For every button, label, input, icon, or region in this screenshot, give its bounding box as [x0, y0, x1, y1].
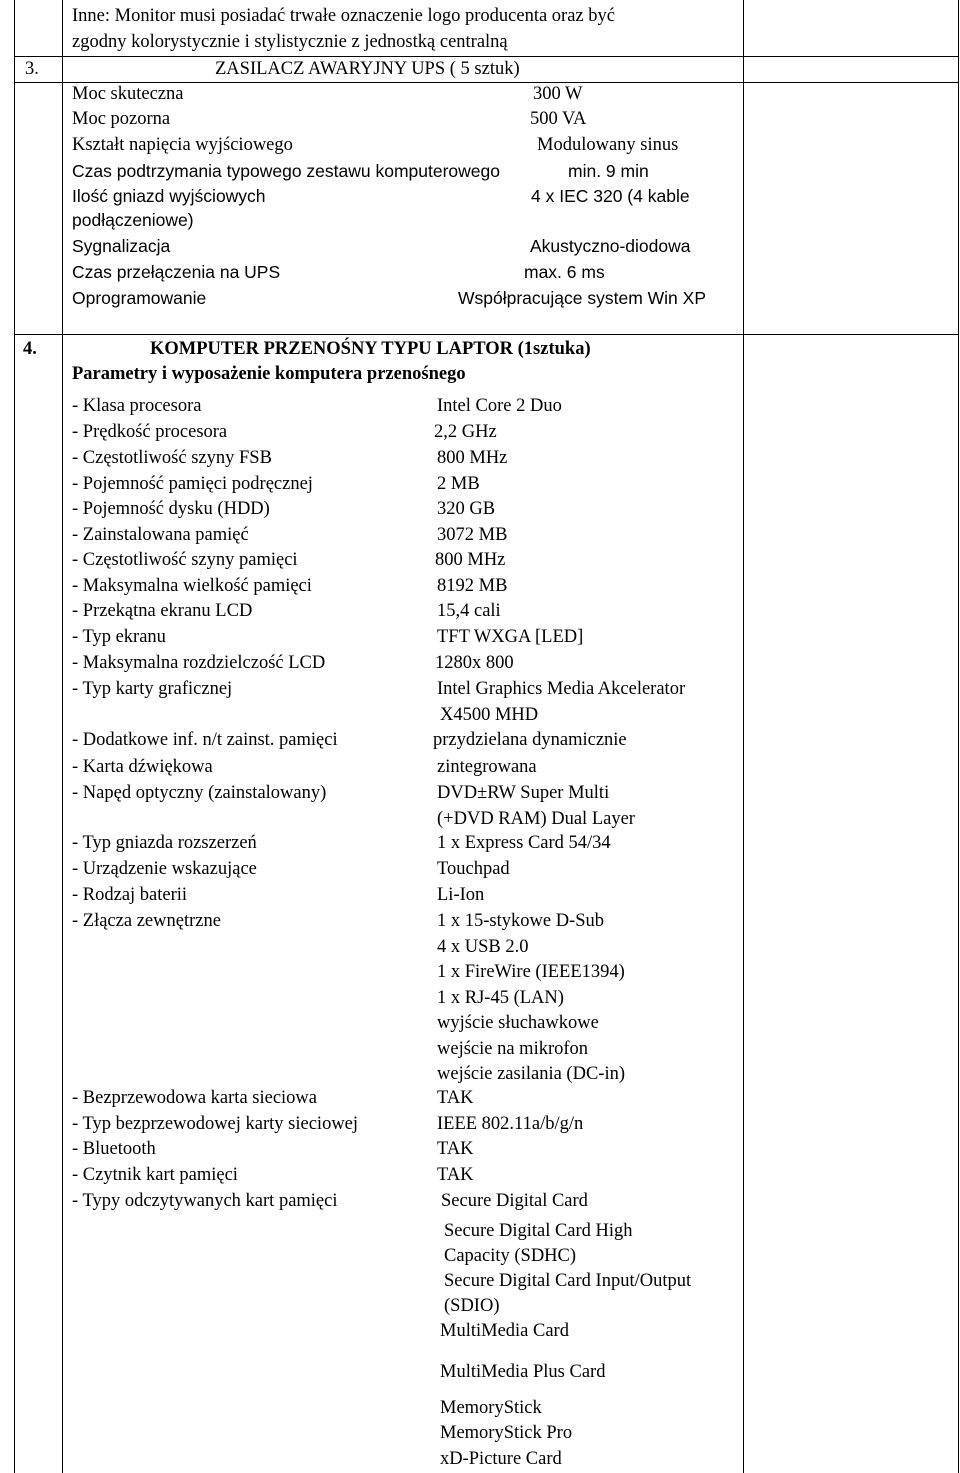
spec-value: min. 9 min — [568, 161, 649, 181]
spec-value: Li-Ion — [437, 885, 485, 905]
spec-value: wyjście słuchawkowe — [437, 1013, 599, 1033]
spec-label: Sygnalizacja — [72, 236, 171, 256]
spec-value: max. 6 ms — [524, 262, 605, 282]
spec-label: - Złącza zewnętrzne — [72, 911, 221, 931]
spec-label: - Bluetooth — [72, 1139, 156, 1159]
memory-card-type: Capacity (SDHC) — [444, 1245, 577, 1266]
spec-label: - Typ ekranu — [72, 627, 166, 647]
spec-value: TAK — [437, 1088, 474, 1108]
row-divider — [14, 56, 958, 57]
column-divider-left — [62, 0, 63, 1473]
spec-label: - Typy odczytywanych kart pamięci — [72, 1191, 338, 1211]
spec-label: Kształt napięcia wyjściowego — [72, 135, 293, 155]
spec-label: - Maksymalna rozdzielczość LCD — [72, 653, 326, 673]
spec-label: - Rodzaj baterii — [72, 885, 188, 905]
spec-value: 2 MB — [437, 474, 480, 494]
spec-value: 15,4 cali — [437, 601, 501, 621]
spec-value: Modulowany sinus — [537, 135, 679, 155]
spec-label: - Karta dźwiękowa — [72, 757, 213, 777]
intro-line: zgodny kolorystycznie i stylistycznie z jednostką centralną — [72, 32, 508, 52]
spec-value: IEEE 802.11a/b/g/n — [437, 1114, 584, 1134]
spec-label: - Pojemność pamięci podręcznej — [72, 474, 313, 494]
spec-label: Moc pozorna — [72, 109, 171, 129]
spec-label: - Czytnik kart pamięci — [72, 1165, 238, 1185]
table-left-border — [14, 0, 15, 1473]
spec-value: 3072 MB — [437, 525, 508, 545]
spec-value: TAK — [437, 1139, 474, 1159]
spec-label: - Pojemność dysku (HDD) — [72, 499, 270, 519]
spec-value: Akustyczno-diodowa — [530, 236, 691, 256]
spec-value: Intel Graphics Media Akcelerator — [437, 679, 686, 699]
section-number: 3. — [25, 59, 39, 79]
spec-label: - Napęd optyczny (zainstalowany) — [72, 783, 327, 803]
spec-value: Secure Digital Card — [441, 1191, 588, 1211]
section-title: KOMPUTER PRZENOŚNY TYPU LAPTOR (1sztuka) — [150, 339, 591, 359]
memory-card-type: Secure Digital Card Input/Output — [444, 1271, 692, 1291]
spec-label: Moc skuteczna — [72, 84, 184, 104]
spec-value: 4 x USB 2.0 — [437, 936, 529, 957]
section-title: ZASILACZ AWARYJNY UPS ( 5 sztuk) — [215, 59, 520, 79]
memory-card-type: xD-Picture Card — [440, 1449, 562, 1469]
memory-card-type: MemoryStick Pro — [440, 1423, 573, 1443]
spec-value-continued: podłączeniowe) — [72, 210, 194, 230]
table-right-border — [958, 0, 959, 1473]
spec-label: - Przekątna ekranu LCD — [72, 601, 253, 621]
spec-label: Oprogramowanie — [72, 288, 207, 308]
spec-label: - Zainstalowana pamięć — [72, 525, 249, 545]
spec-value: wejście zasilania (DC-in) — [437, 1064, 626, 1084]
spec-value: TFT WXGA [LED] — [437, 627, 584, 647]
spec-value: Współpracujące system Win XP — [458, 288, 706, 308]
spec-label: - Prędkość procesora — [72, 422, 228, 442]
spec-value: 1280x 800 — [435, 653, 514, 673]
spec-value: 1 x FireWire (IEEE1394) — [437, 962, 625, 982]
section-number: 4. — [23, 339, 37, 359]
spec-value: 800 MHz — [437, 448, 508, 468]
spec-label: - Bezprzewodowa karta sieciowa — [72, 1088, 318, 1108]
spec-value: TAK — [437, 1165, 474, 1185]
spec-label: - Dodatkowe inf. n/t zainst. pamięci — [72, 730, 338, 750]
spec-label: - Urządzenie wskazujące — [72, 859, 257, 879]
spec-value: przydzielana dynamicznie — [433, 730, 627, 750]
spec-value: DVD±RW Super Multi — [437, 783, 610, 803]
column-divider-right — [743, 0, 744, 1473]
memory-card-type: MemoryStick — [440, 1398, 542, 1418]
section-subtitle: Parametry i wyposażenie komputera przenośnego — [72, 364, 466, 384]
spec-value: 320 GB — [437, 499, 496, 519]
memory-card-type: (SDIO) — [444, 1295, 500, 1316]
spec-value: X4500 MHD — [440, 704, 539, 725]
spec-label: - Częstotliwość szyny FSB — [72, 448, 272, 468]
spec-value: zintegrowana — [437, 757, 537, 777]
spec-label: - Typ karty graficznej — [72, 679, 233, 699]
memory-card-type: MultiMedia Card — [440, 1321, 569, 1341]
spec-value: 1 x RJ-45 (LAN) — [437, 987, 564, 1008]
intro-line: Inne: Monitor musi posiadać trwałe oznaczenie logo producenta oraz być — [72, 6, 615, 26]
spec-value: wejście na mikrofon — [437, 1038, 589, 1059]
spec-value: 1 x 15-stykowe D-Sub — [437, 911, 605, 931]
spec-value: 1 x Express Card 54/34 — [437, 833, 611, 853]
spec-value: Intel Core 2 Duo — [437, 396, 562, 416]
spec-label: - Klasa procesora — [72, 396, 202, 416]
spec-label: Ilość gniazd wyjściowych — [72, 186, 266, 206]
row-divider — [14, 334, 958, 335]
spec-value: (+DVD RAM) Dual Layer — [437, 808, 635, 829]
spec-label: - Częstotliwość szyny pamięci — [72, 550, 298, 570]
spec-label: Czas przełączenia na UPS — [72, 262, 281, 282]
spec-label: - Typ gniazda rozszerzeń — [72, 833, 257, 853]
spec-value: 800 MHz — [435, 550, 506, 570]
spec-value: 300 W — [533, 84, 583, 104]
spec-value: 2,2 GHz — [434, 422, 497, 442]
spec-label: Czas podtrzymania typowego zestawu komputerowego — [72, 161, 500, 181]
spec-value: 8192 MB — [437, 576, 508, 596]
spec-value: Touchpad — [437, 859, 510, 879]
memory-card-type: Secure Digital Card High — [444, 1221, 633, 1241]
spec-label: - Maksymalna wielkość pamięci — [72, 576, 312, 596]
memory-card-type: MultiMedia Plus Card — [440, 1362, 606, 1382]
spec-value: 4 x IEC 320 (4 kable — [531, 186, 690, 206]
spec-label: - Typ bezprzewodowej karty sieciowej — [72, 1114, 359, 1134]
spec-value: 500 VA — [530, 109, 587, 129]
